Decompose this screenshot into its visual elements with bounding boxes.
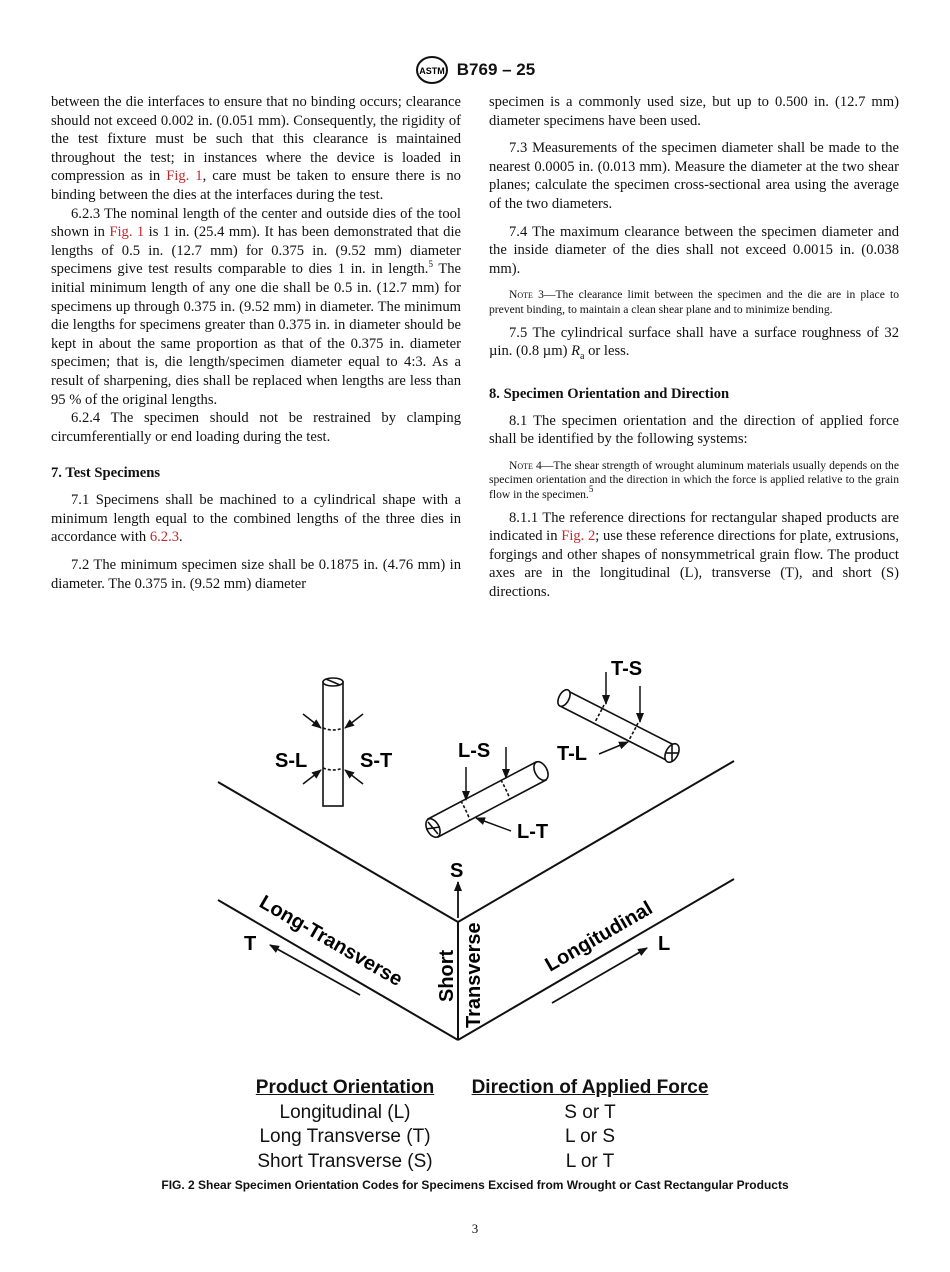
label-short: Short bbox=[436, 949, 458, 1002]
paragraph-6-2-4: 6.2.4 The specimen should not be restrained by clamping circumferentially or end loading during the test. bbox=[51, 410, 461, 445]
footnote-ref[interactable]: 5 bbox=[428, 259, 433, 270]
paragraph-7-4: 7.4 The maximum clearance between the specimen diameter and the inside diameter of the dies shall not exceed 0.0015 in. (0.038 mm). bbox=[489, 223, 899, 277]
figure-caption: FIG. 2 Shear Specimen Orientation Codes for Specimens Excised from Wrought or Cast Rectangular Products bbox=[161, 1178, 789, 1192]
label-transverse: Transverse bbox=[463, 922, 485, 1028]
label-l-s: L-S bbox=[458, 740, 491, 762]
axis-label-s: S bbox=[450, 860, 464, 882]
axis-label-t: T bbox=[244, 933, 257, 955]
paragraph-7-2: 7.2 The minimum specimen size shall be 0.1875 in. (4.76 mm) in diameter. The 0.375 in. (9.52 mm) diameter bbox=[51, 557, 461, 592]
right-column bbox=[489, 93, 899, 602]
note-4: Note 4—The shear strength of wrought aluminum materials usually depends on the specimen orientation and the direction in which the force is applied relative to the grain flow in the specimen.$^5$ bbox=[489, 458, 899, 501]
table-cell: L or S bbox=[565, 1126, 615, 1148]
paragraph-8-1-1: 8.1.1 The reference directions for rectangular shaped products are indicated in Fig. 2; use these reference directions for plate, extrusions, forgings and other shapes of nonsymmetrical grain flow. The product axes are in the longitudinal (L), transverse (T), and short (S) directions. bbox=[489, 509, 900, 600]
front-left-edge bbox=[218, 900, 458, 1040]
orientation-diagram bbox=[190, 650, 780, 1070]
fig-1-link[interactable]: Fig. 1 bbox=[109, 224, 145, 241]
label-t-l: T-L bbox=[557, 743, 587, 765]
astm-logo-text: ASTM bbox=[419, 66, 445, 76]
note-3: Note 3—The clearance limit between the specimen and the die are in place to prevent binding, to maintain a clean shear plane and to minimize bending. bbox=[489, 288, 899, 316]
label-s-t: S-T bbox=[360, 750, 393, 772]
table-cell: Long Transverse (T) bbox=[259, 1126, 431, 1148]
section-8-heading: 8. Specimen Orientation and Direction bbox=[489, 385, 730, 402]
specimen-vertical bbox=[323, 678, 343, 806]
paragraph-6-2-3: 6.2.3 The nominal length of the center and outside dies of the tool shown in Fig. 1 is 1 in. (25.4 mm). It has been demonstrated that die lengths of 0.5 in. (12.7 mm) for 0.375 in. (9.52 mm) diameter specimens give test results comparable to dies 1 in. in length.$^5$ The initial minimum length of any one die shall be 0.5 in. (12.7 mm) for specimens up through 0.375 in. (9.52 mm) in diameter. The minimum die lengths for specimens greater than 0.375 in. in diameter should be kept in about the same proportion as that of the 0.375 in. diameter specimen; that is, die length/specimen diameter equal to 4:3. As a result of sharpening, dies shall be replaced when lengths are less than 95 % of the original lengths. bbox=[51, 205, 462, 408]
paragraph-7-1: 7.1 Specimens shall be machined to a cylindrical shape with a minimum length equal to the combined lengths of the three dies in accordance with 6.2.3. bbox=[51, 492, 461, 546]
fig-2-link[interactable]: Fig. 2 bbox=[561, 528, 596, 545]
fig-1-link[interactable]: Fig. 1 bbox=[166, 168, 203, 185]
page-number: 3 bbox=[471, 1221, 479, 1236]
paragraph-7-3: 7.3 Measurements of the specimen diameter shall be made to the nearest 0.0005 in. (0.013 mm). Measure the diameter at the two shear planes; calculate the specimen cross-sectional area using the average of the two diameters. bbox=[489, 140, 899, 212]
astm-logo-icon bbox=[415, 55, 449, 85]
table-header-row bbox=[230, 1076, 750, 1101]
axis-label-l: L bbox=[658, 933, 671, 955]
document-code: B769 – 25 bbox=[456, 60, 536, 79]
paragraph-6-2-2-cont: between the die interfaces to ensure that no binding occurs; clearance should not exceed 0.002 in. (0.051 mm). Consequently, the rigidity of the test fixture must be such that this clearance is maintained throughout the test; in instances where the device is loaded in compression as in Fig. 1, care must be taken to ensure there is no binding between the dies at the interfaces during the test. bbox=[51, 94, 461, 203]
paragraph-8-1: 8.1 The specimen orientation and the direction of applied force shall be identified by the following systems: bbox=[489, 412, 899, 448]
section-7-heading: 7. Test Specimens bbox=[51, 465, 161, 482]
table-cell: Longitudinal (L) bbox=[279, 1101, 411, 1123]
paragraph-7-2-cont: specimen is a commonly used size, but up to 0.500 in. (12.7 mm) diameter specimens have been used. bbox=[489, 94, 899, 129]
table-row bbox=[230, 1150, 750, 1175]
table-cell: S or T bbox=[564, 1101, 616, 1123]
front-right-edge bbox=[458, 879, 734, 1040]
table-row bbox=[230, 1125, 750, 1150]
left-column bbox=[51, 93, 461, 593]
table-row bbox=[230, 1101, 750, 1126]
label-long-transverse: Long-Transverse bbox=[255, 891, 407, 991]
label-l-t: L-T bbox=[517, 821, 549, 843]
footnote-ref[interactable]: 5 bbox=[588, 484, 594, 494]
label-s-l: S-L bbox=[275, 750, 308, 772]
section-6-2-3-link[interactable]: 6.2.3 bbox=[149, 529, 180, 546]
table-header: Product Orientation bbox=[255, 1077, 435, 1099]
page-header bbox=[0, 55, 950, 85]
label-t-s: T-S bbox=[611, 658, 643, 680]
table-cell: L or T bbox=[565, 1150, 615, 1172]
table-header: Direction of Applied Force bbox=[471, 1077, 709, 1099]
label-longitudinal: Longitudinal bbox=[541, 897, 657, 977]
table-cell: Short Transverse (S) bbox=[257, 1150, 433, 1172]
orientation-table bbox=[230, 1076, 750, 1174]
paragraph-7-5: 7.5 The cylindrical surface shall have a surface roughness of 32 µin. (0.8 µm) $R_a$ or less. bbox=[489, 324, 899, 363]
